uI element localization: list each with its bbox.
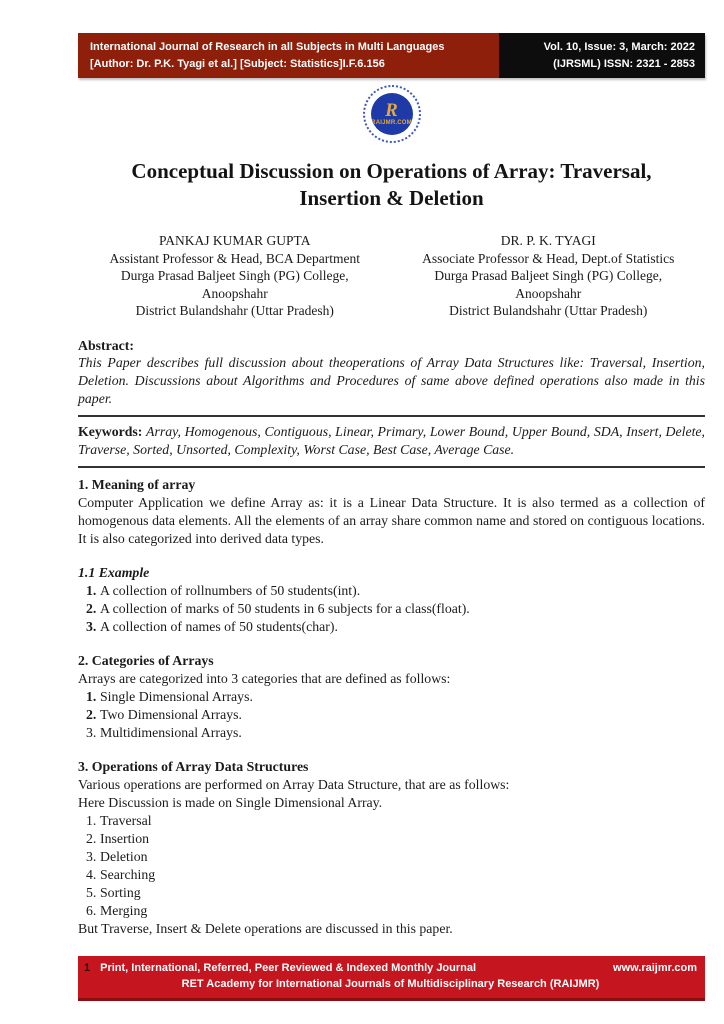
section-3-closing: But Traverse, Insert & Delete operations are discussed in this paper. [78,920,453,936]
logo-site-text: RAIJMR.COM [371,119,412,126]
list-marker: 6. [86,902,97,918]
operations-list-item [78,884,705,902]
author-1-role: Assistant Professor & Head, BCA Department [109,250,360,266]
author-1-name: PANKAJ KUMAR GUPTA [159,233,311,248]
divider-rule-1 [78,415,705,417]
list-text: Insertion [100,830,150,846]
list-text: Single Dimensional Arrays. [100,688,253,704]
example-list-item [78,582,705,600]
section-2-intro: Arrays are categorized into 3 categories that are defined as follows: [78,670,451,686]
example-list-item [78,600,705,618]
operations-list-item [78,830,705,848]
authors-row [78,232,705,320]
paper-title-line1: Conceptual Discussion on Operations of Array: Traversal, [131,159,652,183]
section-1-body: Computer Application we define Array as: it is a Linear Data Structure. It is also termed as a collection of homogenous data elements. All the elements of an array share common name and stored on contiguous locations. It is also categorized into derived data types. [78,494,705,546]
author-2-name: DR. P. K. TYAGI [500,233,596,248]
author-2-college: Durga Prasad Baljeet Singh (PG) College, [434,268,663,283]
list-marker: 2. [86,706,97,722]
author-2-district: District Bulandshahr (Uttar Pradesh) [449,303,648,318]
journal-header-right [499,33,705,78]
operations-list-item [78,902,705,920]
list-text: Traversal [100,812,152,828]
list-text: Merging [100,902,148,918]
list-marker: 5. [86,884,97,900]
list-text: Sorting [100,884,141,900]
list-marker: 3. [86,848,97,864]
divider-rule-2 [78,466,705,468]
page [78,0,705,938]
page-footer [78,956,705,1001]
journal-header [78,33,705,78]
section-3-line2: Here Discussion is made on Single Dimensional Array. [78,794,383,810]
author-1-city: Anoopshahr [201,285,268,301]
list-marker: 1. [86,812,97,828]
paper-title [78,158,705,212]
list-text: A collection of marks of 50 students in 6 subjects for a class(float). [100,600,470,616]
author-2-role: Associate Professor & Head, Dept.of Statistics [422,250,675,266]
section-2-heading: 2. Categories of Arrays [78,652,214,668]
operations-list-item [78,812,705,830]
categories-list-item [78,724,705,742]
categories-list-item [78,706,705,724]
list-text: A collection of names of 50 students(char). [100,618,338,634]
list-text: Deletion [100,848,148,864]
section-3-heading: 3. Operations of Array Data Structures [78,758,309,774]
list-marker: 2. [86,830,97,846]
page-number: 1 [84,962,91,974]
journal-header-left [78,33,499,78]
logo-emblem-icon [371,93,413,135]
section-3-line1: Various operations are performed on Array Data Structure, that are as follows: [78,776,510,792]
section-1-1-heading: 1.1 Example [78,564,150,580]
list-marker: 3. [86,724,97,740]
section-1-heading: 1. Meaning of array [78,476,196,492]
footer-website-link: www.raijmr.com [613,962,697,974]
logo-container [78,85,705,148]
example-list-item [78,618,705,636]
journal-issn: (IJRSML) ISSN: 2321 - 2853 [553,57,695,70]
journal-author-subject: [Author: Dr. P.K. Tyagi et al.] [Subject: Statistics]I.F.6.156 [90,57,385,70]
keywords-text: Array, Homogenous, Contiguous, Linear, Primary, Lower Bound, Upper Bound, SDA, Insert, Delete, Traverse, Sorted, Unsorted, Complexity, Worst Case, Best Case, Average Case. [78,423,705,457]
keywords-section [78,423,705,459]
list-text: Searching [100,866,156,882]
list-marker: 2. [86,600,97,616]
author-block-1 [78,232,392,320]
footer-line-1 [84,961,697,977]
abstract-text: This Paper describes full discussion about theoperations of Array Data Structures like: Traversal, Insertion, Deletion. Discussions about Algorithms and Procedures of same above defined operations also made in this paper. [78,354,705,406]
paper-title-line2: Insertion & Deletion [299,186,484,210]
author-1-district: District Bulandshahr (Uttar Pradesh) [135,303,334,318]
author-2-city: Anoopshahr [515,285,582,301]
list-marker: 1. [86,688,97,704]
journal-name: International Journal of Research in all Subjects in Multi Languages [90,41,445,53]
list-marker: 3. [86,618,97,634]
operations-list-item [78,848,705,866]
categories-list-item [78,688,705,706]
raijmr-logo-icon [363,85,421,143]
operations-list-item [78,866,705,884]
footer-academy-name: RET Academy for International Journals of Multidisciplinary Research (RAIJMR) [181,977,600,990]
abstract-heading: Abstract: [78,337,134,353]
author-1-college: Durga Prasad Baljeet Singh (PG) College, [120,268,349,283]
list-marker: 1. [86,582,97,598]
journal-volume-issue: Vol. 10, Issue: 3, March: 2022 [543,41,695,53]
list-text: A collection of rollnumbers of 50 students(int). [100,582,361,598]
abstract-section [78,338,705,408]
list-text: Two Dimensional Arrays. [100,706,242,722]
logo-letter: R [385,99,398,121]
keywords-heading: Keywords: [78,423,143,439]
list-text: Multidimensional Arrays. [100,724,242,740]
author-block-2 [392,232,706,320]
list-marker: 4. [86,866,97,882]
footer-journal-type: Print, International, Referred, Peer Reviewed & Indexed Monthly Journal [100,962,477,974]
